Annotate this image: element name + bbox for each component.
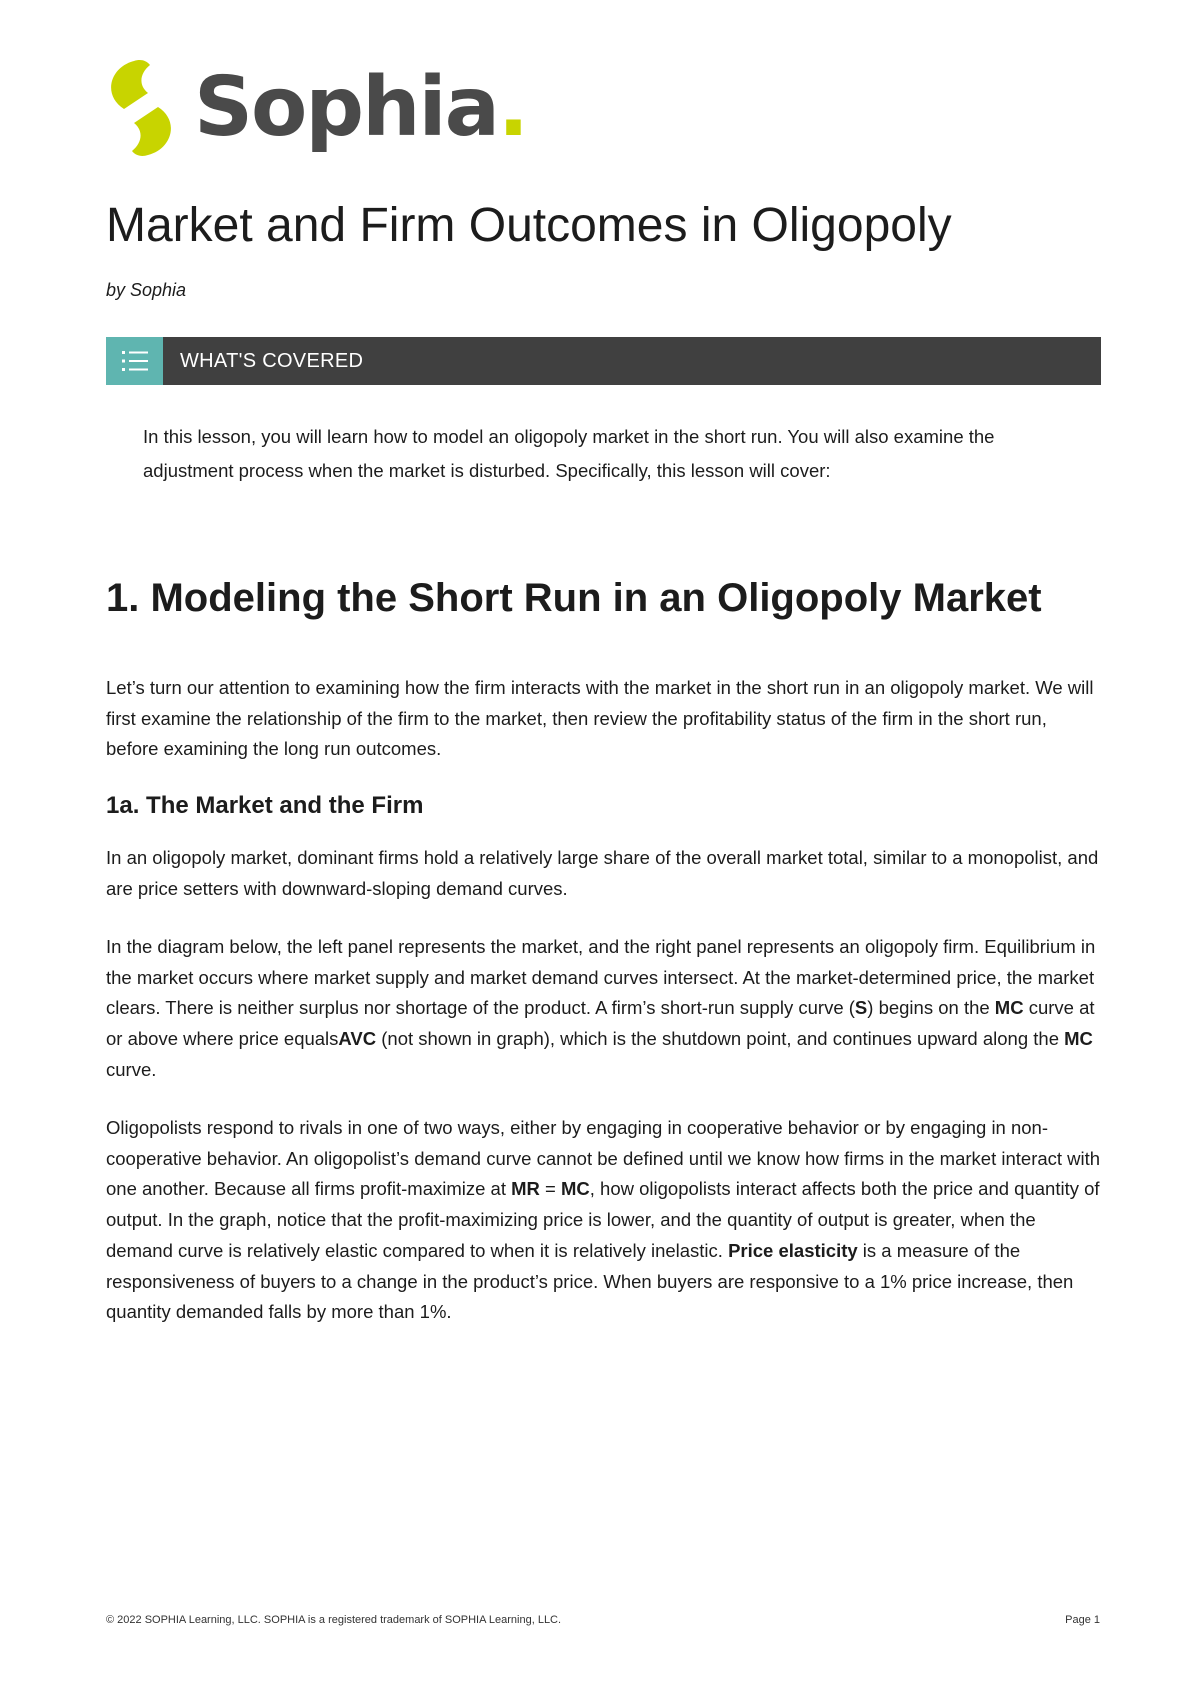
- sophia-logo: [104, 56, 527, 160]
- whats-covered-banner: [106, 337, 1101, 385]
- list-icon: [106, 337, 163, 385]
- subsection-heading-1a: 1a. The Market and the Firm: [106, 792, 424, 819]
- section-heading-1: 1. Modeling the Short Run in an Oligopoly Market: [106, 576, 1042, 620]
- footer-copyright: © 2022 SOPHIA Learning, LLC. SOPHIA is a registered trademark of SOPHIA Learning, LLC.: [106, 1614, 562, 1626]
- section-1a-paragraph-1: In an oligopoly market, dominant firms hold a relatively large share of the overall market total, similar to a monopolist, and are price setters with downward-sloping demand curves.: [106, 847, 1099, 899]
- byline: by Sophia: [106, 280, 187, 300]
- section-1-paragraph: Let’s turn our attention to examining how the firm interacts with the market in the short run in an oligopoly market. We will first examine the relationship of the firm to the market, then review the profitability status of the firm in the short run, before examining the long run outcomes.: [106, 677, 1094, 760]
- sophia-logo-icon: [104, 57, 178, 159]
- footer-page-number: Page 1: [1065, 1614, 1100, 1626]
- intro-paragraph: In this lesson, you will learn how to model an oligopoly market in the short run. You will also examine the adjustment process when the market is disturbed. Specifically, this lesson will cover:: [143, 426, 995, 481]
- sophia-logo-wordmark: Sophia.: [194, 60, 528, 155]
- section-1a-paragraph-2: In the diagram below, the left panel represents the market, and the right panel represents an oligopoly firm. Equilibrium in the market occurs where market supply and market demand curves intersect. At the market-determined price, the market clears. There is neither surplus nor shortage of the product. A firm’s short-run supply curve (S) begins on the MC curve at or above where price equalsAVC (not shown in graph), which is the shutdown point, and continues upward along the MC curve.: [106, 936, 1096, 1080]
- section-1a-paragraph-3: Oligopolists respond to rivals in one of two ways, either by engaging in cooperative behavior or by engaging in non-cooperative behavior. An oligopolist’s demand curve cannot be defined until we know how firms in the market interact with one another. Because all firms profit-maximize at MR = MC, how oligopolists interact affects both the price and quantity of output. In the graph, notice that the profit-maximizing price is lower, and the quantity of output is greater, when the demand curve is relatively elastic compared to when it is relatively inelastic. Price elasticity is a measure of the responsiveness of buyers to a change in the product’s price. When buyers are responsive to a 1% price increase, then quantity demanded falls by more than 1%.: [106, 1117, 1101, 1323]
- page-title: Market and Firm Outcomes in Oligopoly: [106, 199, 952, 252]
- whats-covered-label: WHAT'S COVERED: [180, 349, 364, 372]
